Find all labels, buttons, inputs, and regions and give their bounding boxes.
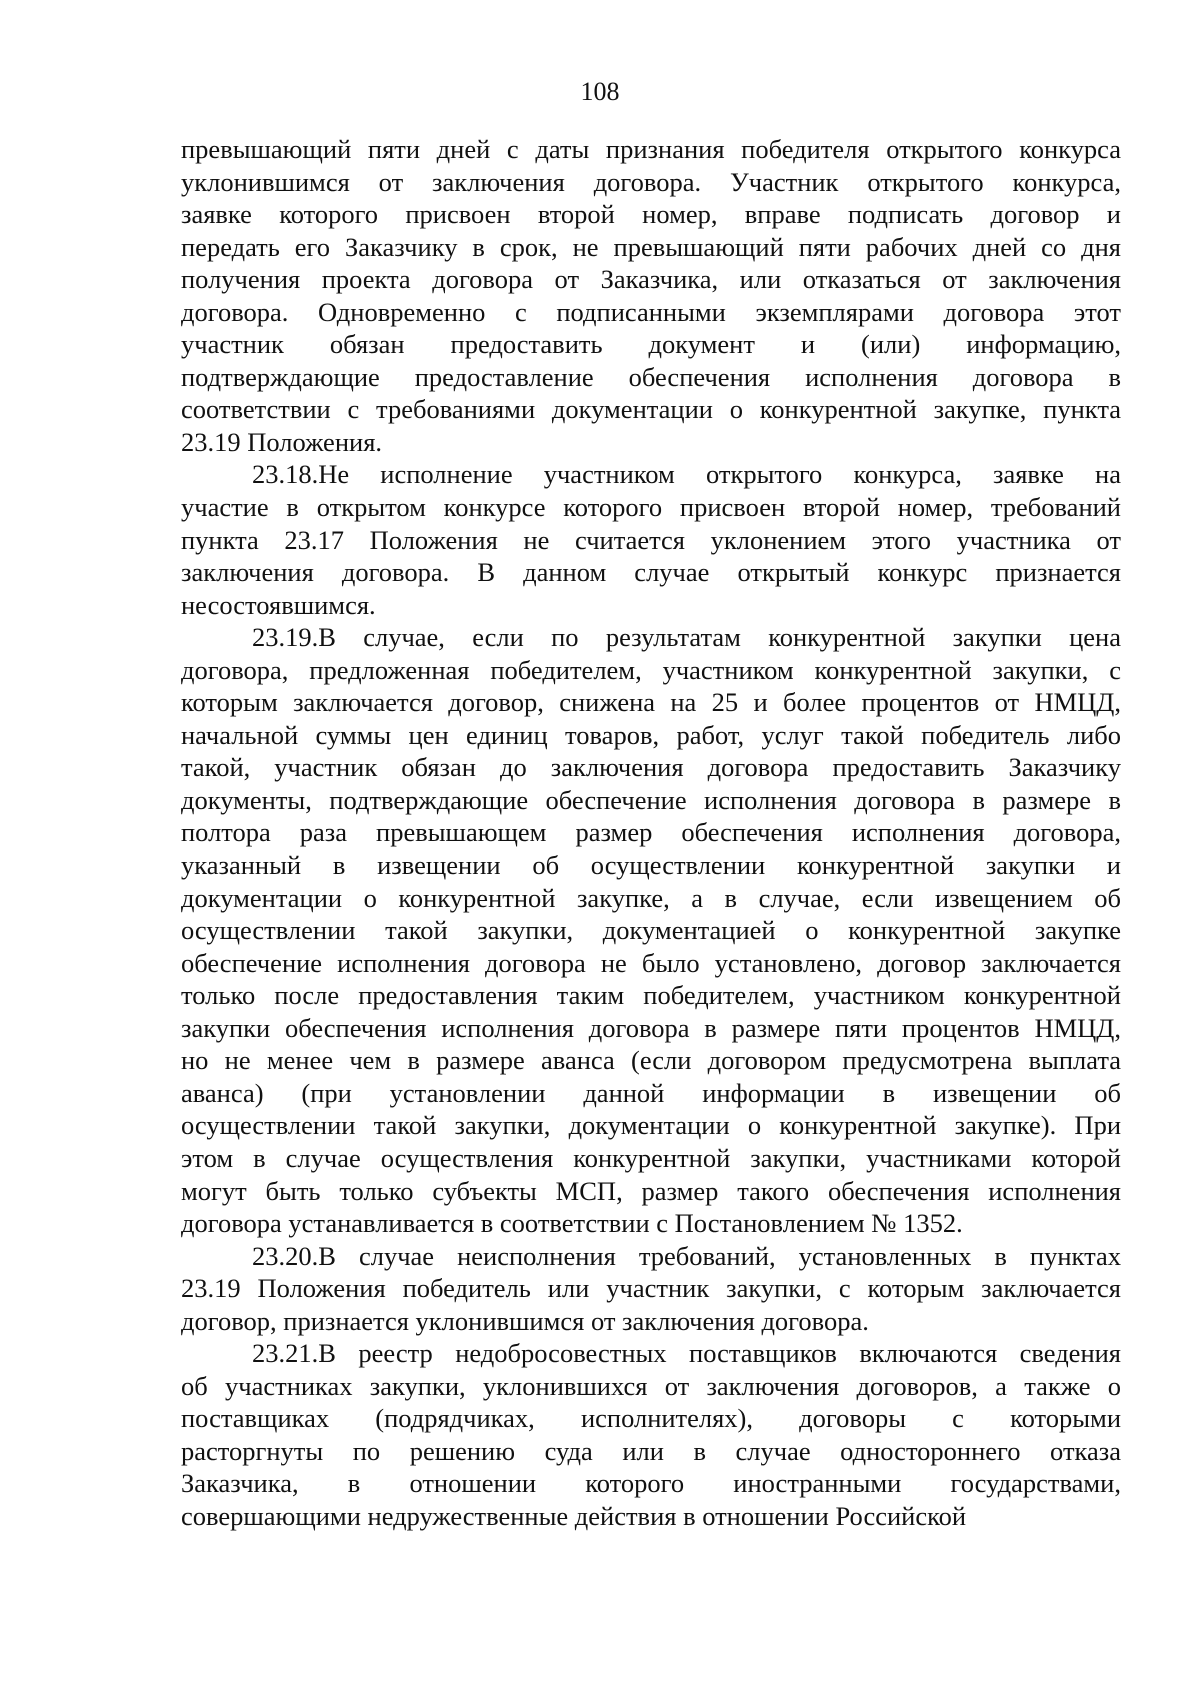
text-line: осуществлении такой закупки, документации о конкурентной закупке). При: [181, 1110, 1121, 1141]
text-line: участник обязан предоставить документ и (или) информацию,: [181, 329, 1121, 360]
text-line: передать его Заказчику в срок, не превышающий пяти рабочих дней со дня: [181, 231, 1121, 262]
text-line: договора. Одновременно с подписанными экземплярами договора этот: [181, 296, 1121, 327]
text-line: этом в случае осуществления конкурентной закупки, участниками которой: [181, 1142, 1121, 1173]
text-line: 23.19.В случае, если по результатам конкурентной закупки цена: [252, 622, 1121, 653]
text-line: несостоявшимся.: [181, 589, 376, 620]
text-line: соответствии с требованиями документации о конкурентной закупке, пункта: [181, 394, 1121, 425]
text-line: указанный в извещении об осуществлении конкурентной закупки и: [181, 850, 1121, 881]
text-line: начальной суммы цен единиц товаров, работ, услуг такой победитель либо: [181, 719, 1121, 750]
text-line: 23.19 Положения.: [181, 426, 383, 457]
text-line: 23.21.В реестр недобросовестных поставщиков включаются сведения: [252, 1338, 1121, 1369]
text-line: документации о конкурентной закупке, а в случае, если извещением об: [181, 882, 1121, 913]
body-text: [181, 133, 1121, 1533]
text-line: осуществлении такой закупки, документацией о конкурентной закупке: [181, 915, 1121, 946]
text-line: совершающими недружественные действия в отношении Российской: [181, 1500, 967, 1531]
text-line: пункта 23.17 Положения не считается уклонением этого участника от: [181, 524, 1121, 555]
text-line: закупки обеспечения исполнения договора в размере пяти процентов НМЦД,: [181, 1012, 1121, 1043]
text-line: договора устанавливается в соответствии с Постановлением № 1352.: [181, 1208, 963, 1239]
text-line: превышающий пяти дней с даты признания победителя открытого конкурса: [181, 134, 1121, 164]
text-line: заявке которого присвоен второй номер, вправе подписать договор и: [181, 199, 1121, 230]
text-line: которым заключается договор, снижена на 25 и более процентов от НМЦД,: [181, 687, 1121, 718]
text-line: документы, подтверждающие обеспечение исполнения договора в размере в: [181, 784, 1121, 815]
text-line: подтверждающие предоставление обеспечения исполнения договора в: [181, 361, 1121, 392]
text-line: уклонившимся от заключения договора. Участник открытого конкурса,: [181, 166, 1121, 197]
text-line: поставщиках (подрядчиках, исполнителях), договоры с которыми: [181, 1403, 1121, 1434]
text-line: 23.19 Положения победитель или участник закупки, с которым заключается: [181, 1273, 1121, 1304]
text-line: договора, предложенная победителем, участником конкурентной закупки, с: [181, 654, 1121, 685]
text-line: аванса) (при установлении данной информации в извещении об: [181, 1077, 1121, 1108]
text-line: 23.20.В случае неисполнения требований, установленных в пунктах: [252, 1240, 1121, 1271]
text-line: могут быть только субъекты МСП, размер такого обеспечения исполнения: [181, 1175, 1121, 1206]
text-line: заключения договора. В данном случае открытый конкурс признается: [181, 557, 1121, 588]
text-line: получения проекта договора от Заказчика, или отказаться от заключения: [181, 264, 1121, 295]
text-line: только после предоставления таким победителем, участником конкурентной: [181, 980, 1121, 1011]
text-line: Заказчика, в отношении которого иностранными государствами,: [181, 1468, 1121, 1499]
text-line: об участниках закупки, уклонившихся от заключения договоров, а также о: [181, 1370, 1121, 1401]
text-line: участие в открытом конкурсе которого присвоен второй номер, требований: [181, 492, 1121, 523]
text-line: полтора раза превышающем размер обеспечения исполнения договора,: [181, 817, 1121, 848]
text-line: расторгнуты по решению суда или в случае одностороннего отказа: [181, 1435, 1121, 1466]
page-number: 108: [580, 77, 620, 106]
text-line: 23.18.Не исполнение участником открытого конкурса, заявке на: [252, 459, 1121, 490]
text-line: но не менее чем в размере аванса (если договором предусмотрена выплата: [181, 1045, 1121, 1076]
text-line: такой, участник обязан до заключения договора предоставить Заказчику: [181, 752, 1121, 783]
text-line: договор, признается уклонившимся от заключения договора.: [181, 1305, 869, 1336]
text-line: обеспечение исполнения договора не было установлено, договор заключается: [181, 947, 1121, 978]
